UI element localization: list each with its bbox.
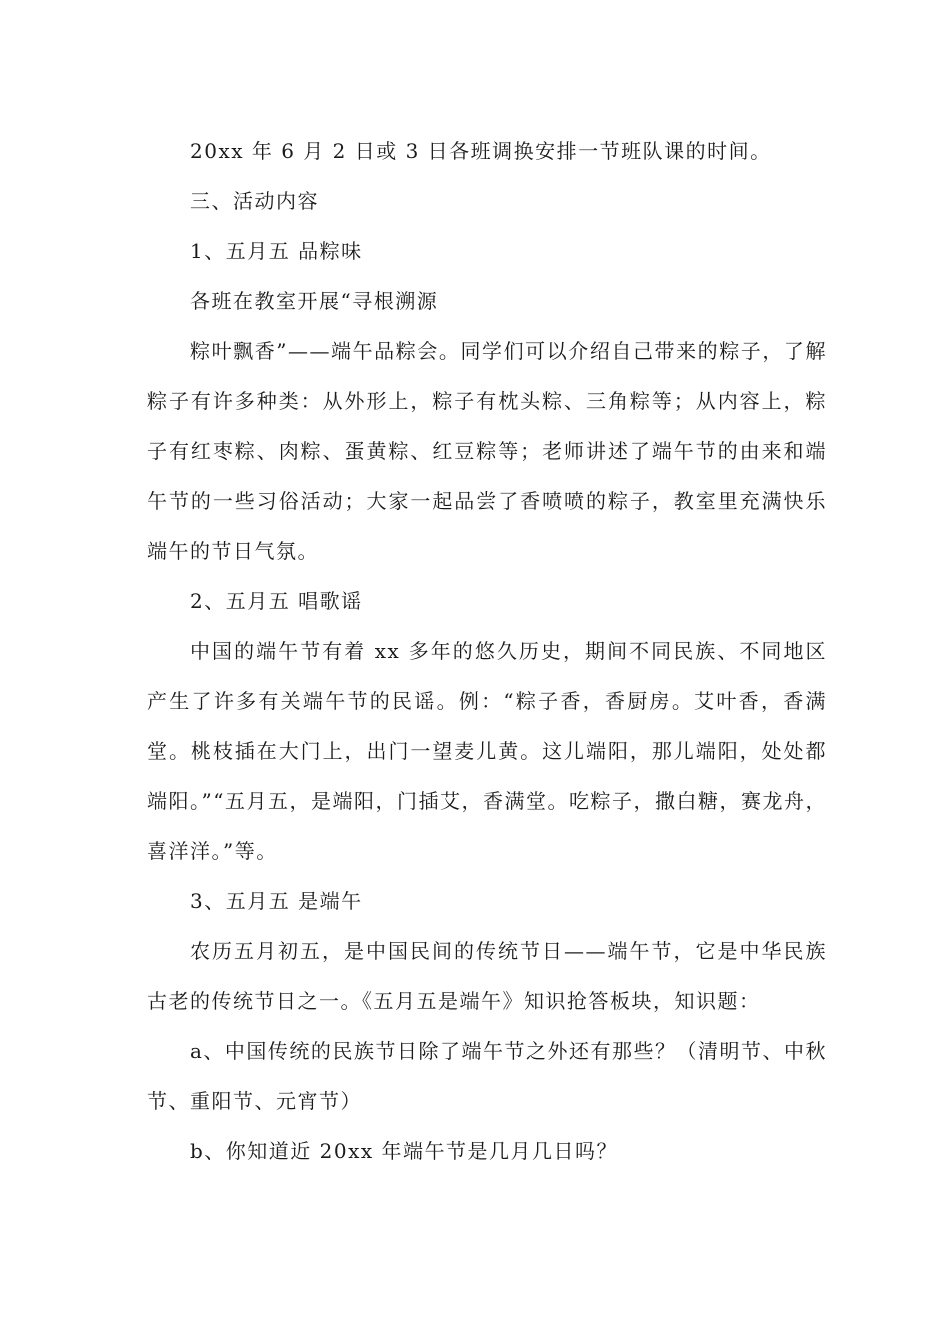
quiz-question-b: b、你知道近 20xx 年端午节是几月几日吗？ (190, 1139, 619, 1163)
paragraph-class-activity: 各班在教室开展“寻根溯源 (190, 289, 439, 313)
paragraph-ballads: 中国的端午节有着 xx 多年的悠久历史，期间不同民族、不同地区产生了许多有关端午节的民谣。例：“粽子香，香厨房。艾叶香，香满堂。桃枝插在大门上，出门一望麦儿黄。这儿端阳，那儿端阳，处处都端阳。”“五月五，是端阳，门插艾，香满堂。吃粽子，撒白糖，赛龙舟，喜洋洋。”等。 (147, 639, 827, 863)
subheading-dragon-boat-festival: 3、五月五 是端午 (190, 889, 363, 913)
paragraph-schedule: 20xx 年 6 月 2 日或 3 日各班调换安排一节班队课的时间。 (190, 139, 772, 163)
quiz-question-a: a、中国传统的民族节日除了端午节之外还有那些？（清明节、中秋节、重阳节、元宵节） (147, 1039, 827, 1113)
document-body (147, 126, 827, 1176)
subheading-sing-ballads: 2、五月五 唱歌谣 (190, 589, 363, 613)
paragraph-festival-intro: 农历五月初五，是中国民间的传统节日——端午节，它是中华民族古老的传统节日之一。《五月五是端午》知识抢答板块，知识题： (147, 939, 827, 1013)
paragraph-zongzi-tasting: 粽叶飘香”——端午品粽会。同学们可以介绍自己带来的粽子，了解粽子有许多种类：从外形上，粽子有枕头粽、三角粽等；从内容上，粽子有红枣粽、肉粽、蛋黄粽、红豆粽等；老师讲述了端午节的由来和端午节的一些习俗活动；大家一起品尝了香喷喷的粽子，教室里充满快乐端午的节日气氛。 (147, 339, 827, 563)
heading-activity-content: 三、活动内容 (190, 189, 319, 213)
subheading-taste-zongzi: 1、五月五 品粽味 (190, 239, 363, 263)
